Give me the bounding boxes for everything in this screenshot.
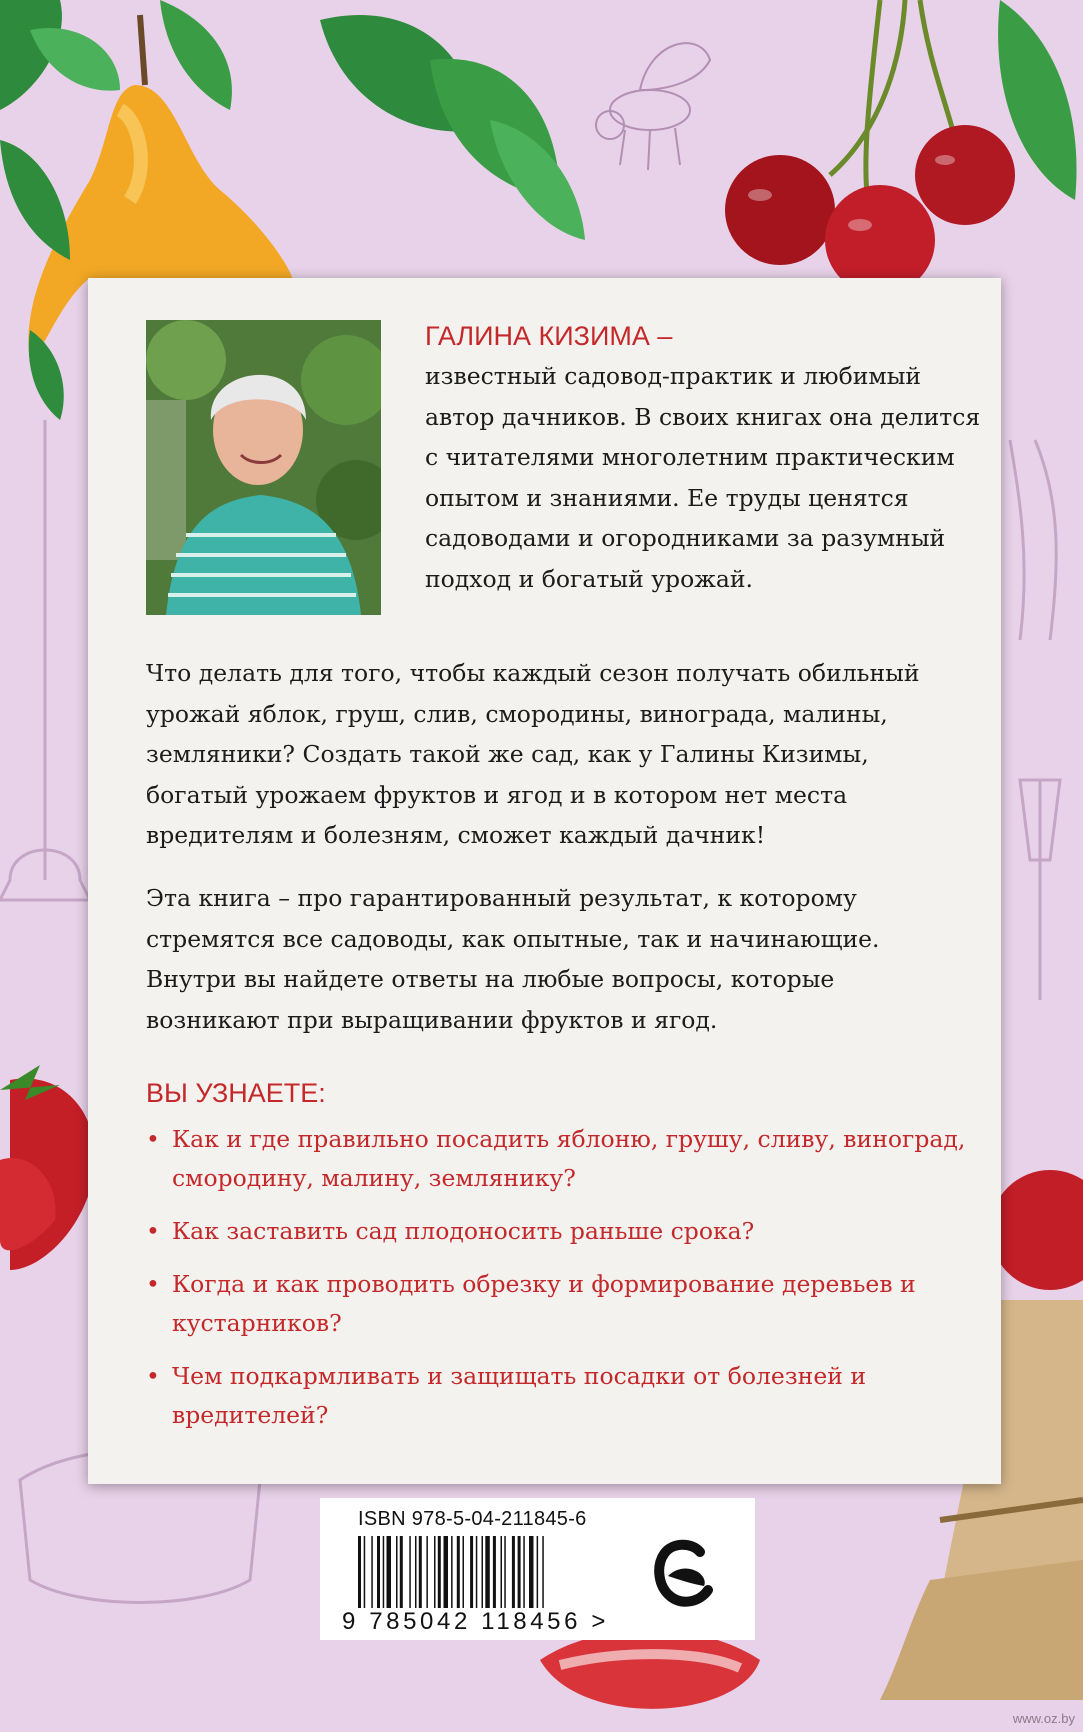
- bee-illustration: [596, 43, 710, 170]
- list-item: • Когда и как проводить обрезку и формирование деревьев и кустарников?: [146, 1265, 986, 1343]
- isbn-digits: 9 785042 118456 >: [342, 1608, 609, 1635]
- description-card: [88, 278, 1001, 1484]
- bullet-icon: •: [146, 1270, 160, 1298]
- author-name: ГАЛИНА КИЗИМА –: [425, 321, 673, 351]
- description-paragraph-1: Что делать для того, чтобы каждый сезон получать обильный урожай яблок, груш, слив, смородины, винограда, малины, земляники? Создать такой же сад, как у Галины Кизимы, богатый урожаем фруктов и ягод и в котором нет места вредителям и болезням, сможет каждый дачник!: [146, 659, 920, 849]
- cherry-illustration: [725, 0, 1015, 295]
- learn-list: [146, 1120, 986, 1449]
- isbn-label: ISBN 978-5-04-211845-6: [358, 1508, 587, 1530]
- list-item: • Как заставить сад плодоносить раньше срока?: [146, 1212, 986, 1251]
- list-item: • Как и где правильно посадить яблоню, грушу, сливу, виноград, смородину, малину, землянику?: [146, 1120, 986, 1198]
- barcode-box: [320, 1498, 755, 1640]
- bullet-icon: •: [146, 1125, 160, 1153]
- list-item: • Чем подкармливать и защищать посадки от болезней и вредителей?: [146, 1357, 986, 1435]
- author-block: [425, 316, 985, 599]
- watermark: www.oz.by: [1012, 1711, 1075, 1726]
- leaf-illustration: [160, 0, 232, 110]
- learn-title: ВЫ УЗНАЕТЕ:: [146, 1078, 326, 1108]
- barcode-icon: [358, 1536, 608, 1608]
- description-paragraph-2: Эта книга – про гарантированный результат, к которому стремятся все садоводы, как опытные, так и начинающие. Внутри вы найдете ответы на любые вопросы, которые возникают при выращивании фруктов и ягод.: [146, 884, 880, 1034]
- author-photo: [146, 320, 381, 615]
- bullet-icon: •: [146, 1362, 160, 1390]
- leaf-illustration: [0, 140, 70, 260]
- author-bio: известный садовод-практик и любимый автор дачников. В своих книгах она делится с читателями многолетним практическим опытом и знаниями. Ее труды ценятся садоводами и огородниками за разумный подход и богатый урожай.: [425, 362, 981, 593]
- leaf-illustration: [29, 330, 64, 420]
- strawberry-illustration: [0, 1065, 95, 1270]
- bullet-icon: •: [146, 1217, 160, 1245]
- eksmo-logo-icon: [654, 1538, 716, 1610]
